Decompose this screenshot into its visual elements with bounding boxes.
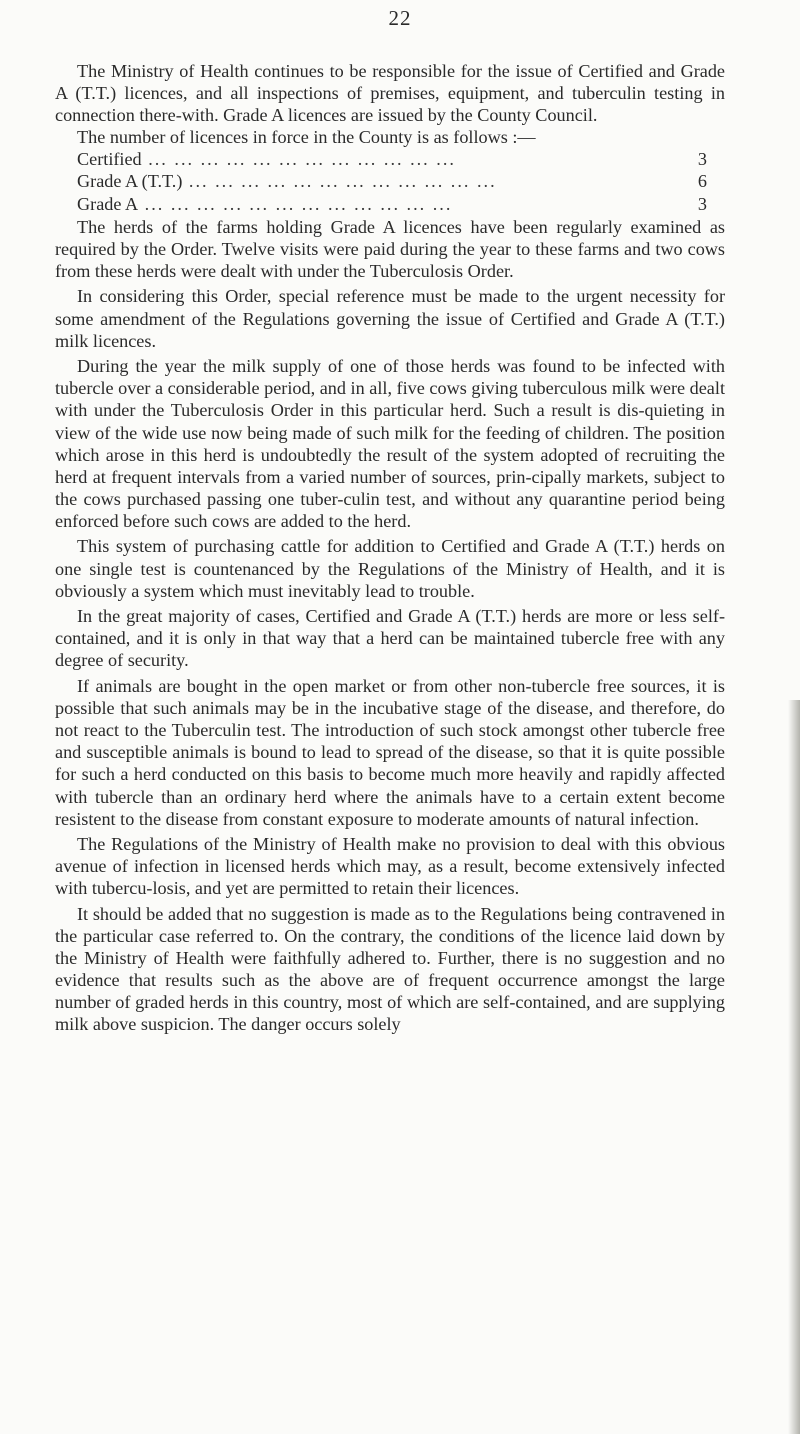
licence-table (55, 148, 725, 214)
paragraph: In the great majority of cases, Certified and Grade A (T.T.) herds are more or less self-contained, and it is only in that way that a herd can be maintained tubercle free with any degree of security. (55, 606, 725, 671)
licence-row-grade-a-tt (55, 170, 725, 192)
paragraph: In considering this Order, special reference must be made to the urgent necessity for some amendment of the Regulations governing the issue of Certified and Grade A (T.T.) milk licences. (55, 286, 725, 351)
licence-count: 6 (697, 171, 707, 192)
paragraph: The herds of the farms holding Grade A licences have been regularly examined as required by the Order. Twelve visits were paid during the year to these farms and two cows from these herds were dealt with under the Tuberculosis Order. (55, 216, 725, 281)
licence-count: 3 (697, 149, 707, 170)
page-number: 22 (388, 6, 412, 30)
paragraph: The Regulations of the Ministry of Health make no provision to deal with this obvious avenue of infection in licensed herds which may, as a result, become extensively infected with tubercu-losis, and yet are permitted to retain their licences. (55, 834, 725, 899)
licence-row-grade-a (55, 193, 725, 215)
report-body (55, 60, 725, 1039)
paragraph: It should be added that no suggestion is made as to the Regulations being contravened in the particular case referred to. On the contrary, the conditions of the licence laid down by the Ministry of Health were faithfully adhered to. Further, there is no suggestion and no evidence that results such as the above are of frequent occurrence amongst the large number of graded herds in this country, most of which are self-contained, and are supplying milk above suspicion. The danger occurs solely (55, 903, 725, 1035)
paragraph: This system of purchasing cattle for addition to Certified and Grade A (T.T.) herds on one single test is countenanced by the Regulations of the Ministry of Health, and it is obviously a system which must inevitably lead to trouble. (55, 536, 725, 601)
page-edge-shadow (788, 700, 800, 1434)
paragraph: The Ministry of Health continues to be responsible for the issue of Certified and Grade A (T.T.) licences, and all inspections of premises, equipment, and tuberculin testing in connection there-with. Grade A licences are issued by the County Council. (55, 61, 725, 126)
licence-count: 3 (697, 193, 707, 214)
licence-row-certified (55, 148, 725, 170)
licence-label: Certified ... . (77, 148, 681, 170)
licence-intro: The number of licences in force in the County is as follows :— (77, 127, 536, 148)
paragraph: If animals are bought in the open market or from other non-tubercle free sources, it is possible that such animals may be in the incubative stage of the disease, and therefore, do not react to the Tuberculin test. The introduction of such stock amongst other tubercle free and susceptible animals is bound to lead to spread of the disease, so that it is quite possible for such a herd conducted on this basis to become much more heavily and rapidly affected with tubercle than an ordinary herd where the animals have to a certain extent become resistent to the disease from constant exposure to moderate amounts of natural infection. (55, 676, 725, 829)
licence-label: Grade A ... . (77, 193, 681, 215)
licence-label: Grade A (T.T.) ... . (77, 170, 681, 192)
paragraph: During the year the milk supply of one of those herds was found to be infected with tubercle over a considerable period, and in all, five cows giving tuberculous milk were dealt with under the Tuberculosis Order in this particular herd. Such a result is dis-quieting in view of the wide use now being made of such milk for the feeding of children. The position which arose in this herd is undoubtedly the result of the system adopted of recruiting the herd at frequent intervals from a varied number of sources, prin-cipally markets, subject to the cows purchased passing one tuber-culin test, and without any quarantine period being enforced before such cows are added to the herd. (55, 356, 725, 531)
